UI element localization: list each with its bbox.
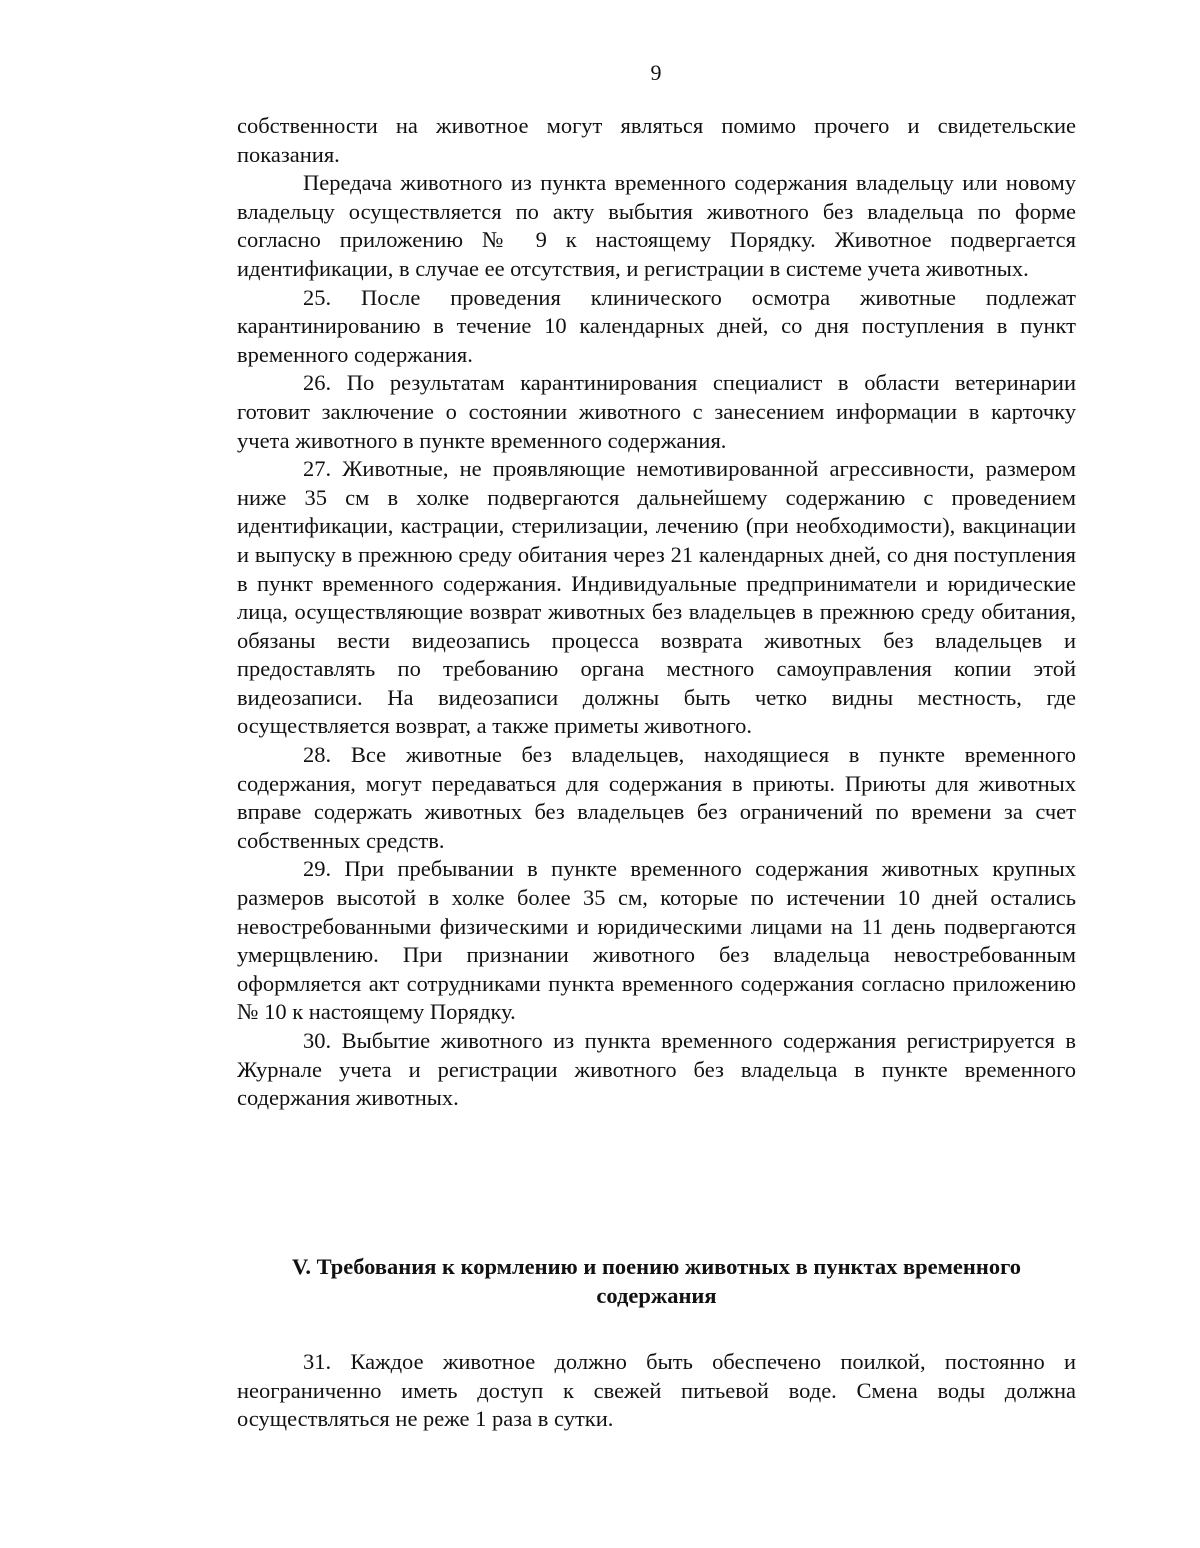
paragraph-26: 26. По результатам карантинирования специалист в области ветеринарии готовит заключение о состоянии животного с занесением информации в карточку учета животного в пункте временного содержания.: [237, 370, 1076, 453]
paragraph-28: 28. Все животные без владельцев, находящиеся в пункте временного содержания, могут передаваться для содержания в приюты. Приюты для животных вправе содержать животных без владельцев без ограничений по времени за счет собственных средств.: [237, 742, 1076, 853]
paragraph-29: 29. При пребывании в пункте временного содержания животных крупных размеров высотой в холке более 35 см, которые по истечении 10 дней остались невостребованными физическими и юридическими лицами на 11 день подвергаются умерщвлению. При признании животного без владельца невостребованным оформляется акт сотрудниками пункта временного содержания согласно приложению № 10 к настоящему Порядку.: [237, 856, 1076, 1025]
page-number: 9: [650, 60, 662, 85]
section-heading: V. Требования к кормлению и поению животных в пунктах временного содержания: [291, 1254, 1022, 1308]
paragraph-31: 31. Каждое животное должно быть обеспечено поилкой, постоянно и неограниченно иметь доступ к свежей питьевой воде. Смена воды должна осуществляться не реже 1 раза в сутки.: [237, 1349, 1076, 1432]
paragraph-25: 25. После проведения клинического осмотра животные подлежат карантинированию в течение 10 календарных дней, со дня поступления в пункт временного содержания.: [237, 284, 1076, 367]
body-text: [237, 112, 1076, 1113]
paragraph-30: 30. Выбытие животного из пункта временного содержания регистрируется в Журнале учета и регистрации животного без владельца в пункте временного содержания животных.: [237, 1028, 1076, 1111]
section-body-text: [237, 1348, 1076, 1434]
paragraph-continuation: собственности на животное могут являться помимо прочего и свидетельские показания.: [237, 113, 1076, 167]
paragraph-transfer: Передача животного из пункта временного содержания владельцу или новому владельцу осуществляется по акту выбытия животного без владельца по форме согласно приложению № 9 к настоящему Порядку. Животное подвергается идентификации, в случае ее отсутствия, и регистрации в системе учета животных.: [237, 170, 1076, 281]
paragraph-27: 27. Животные, не проявляющие немотивированной агрессивности, размером ниже 35 см в холке подвергаются дальнейшему содержанию с проведением идентификации, кастрации, стерилизации, лечению (при необходимости), вакцинации и выпуску в прежнюю среду обитания через 21 календарных дней, со дня поступления в пункт временного содержания. Индивидуальные предприниматели и юридические лица, осуществляющие возврат животных без владельцев в прежнюю среду обитания, обязаны вести видеозапись процесса возврата животных без владельцев и предоставлять по требованию органа местного самоуправления копии этой видеозаписи. На видеозаписи должны быть четко видны местность, где осуществляется возврат, а также приметы животного.: [237, 456, 1076, 739]
